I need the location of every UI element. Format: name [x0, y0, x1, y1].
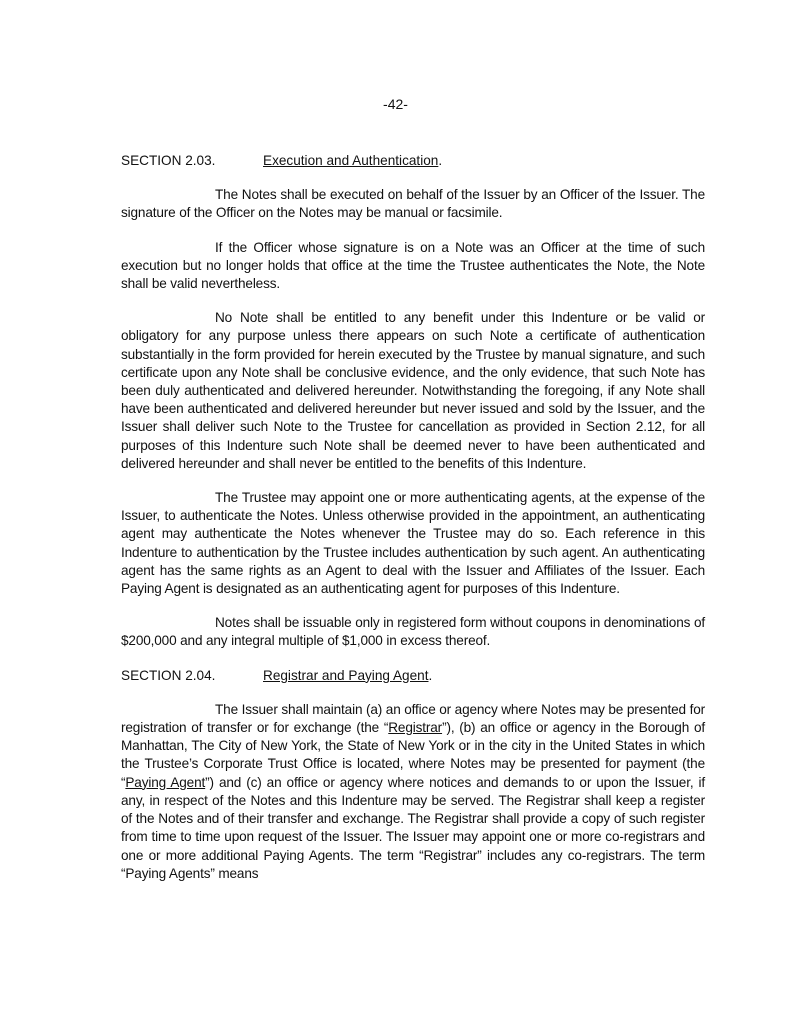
- section-2-04-heading: [121, 667, 705, 685]
- title-period: .: [428, 667, 433, 683]
- page-number: -42-: [383, 96, 408, 112]
- text-part: The Issuer shall maintain (a) an office or agency where Notes may be presented for registration of transfer or for exchange (the “: [121, 701, 705, 736]
- title-period: .: [438, 153, 443, 168]
- section-2-03-heading: [121, 152, 705, 170]
- paragraph-registrar-paying-agent: [121, 701, 705, 883]
- section-title: Execution and Authentication: [263, 153, 439, 168]
- paragraph-execution: The Notes shall be executed on behalf of the Issuer by an Officer of the Issuer. The signature of the Officer on the Notes may be manual or facsimile.: [121, 187, 705, 221]
- paragraph-authenticating-agents: The Trustee may appoint one or more authenticating agents, at the expense of the Issuer, to authenticate the Notes. Unless otherwise provided in the appointment, an authenticating agent may authenticate the Notes whenever the Trustee may do so. Each reference in this Indenture to authentication by the Trustee includes authentication by such agent. An authenticating agent has the same rights as an Agent to deal with the Issuer and Affiliates of the Issuer. Each Paying Agent is designated as an authenticating agent for purposes of this Indenture.: [121, 490, 705, 597]
- section-title: Registrar and Paying Agent: [263, 667, 429, 683]
- text-part: ”), (b) an office or agency in the Borough of Manhattan, The City of New York, the State of New York or in the city in the United States in which the Trustee’s Corporate Trust Office is located, where Notes may be presented for payment (the “: [121, 720, 705, 790]
- section-number: SECTION 2.04.: [121, 667, 216, 683]
- paragraph-officer-signature: If the Officer whose signature is on a Note was an Officer at the time of such execution but no longer holds that office at the time the Trustee authenticates the Note, the Note shall be valid nevertheless.: [121, 239, 705, 292]
- defined-term-paying-agent: Paying Agent: [125, 774, 206, 790]
- paragraph-certificate-authentication: No Note shall be entitled to any benefit under this Indenture or be valid or obligatory for any purpose unless there appears on such Note a certificate of authentication substantially in the form provided for herein executed by the Trustee by manual signature, and such certificate upon any Note shall be conclusive evidence, and the only evidence, that such Note has been duly authenticated and delivered hereunder. Notwithstanding the foregoing, if any Note shall have been authenticated and delivered hereunder but never issued and sold by the Issuer, and the Issuer shall deliver such Note to the Trustee for cancellation as provided in Section 2.12, for all purposes of this Indenture such Note shall be deemed never to have been authenticated and delivered hereunder and shall never be entitled to the benefits of this Indenture.: [121, 310, 705, 471]
- defined-term-registrar: Registrar: [388, 720, 443, 736]
- document-body: [121, 152, 705, 899]
- section-number: SECTION 2.03.: [121, 153, 216, 168]
- text-part: ”) and (c) an office or agency where notices and demands to or upon the Issuer, if any, in respect of the Notes and this Indenture may be served. The Registrar shall keep a register of the Notes and of their transfer and exchange. The Registrar shall provide a copy of such register from time to time upon request of the Issuer. The Issuer may appoint one or more co-registrars and one or more additional Paying Agents. The term “Registrar” includes any co-registrars. The term “Paying Agents” means: [121, 774, 705, 881]
- paragraph-denominations: Notes shall be issuable only in registered form without coupons in denominations of $200,000 and any integral multiple of $1,000 in excess thereof.: [121, 615, 705, 649]
